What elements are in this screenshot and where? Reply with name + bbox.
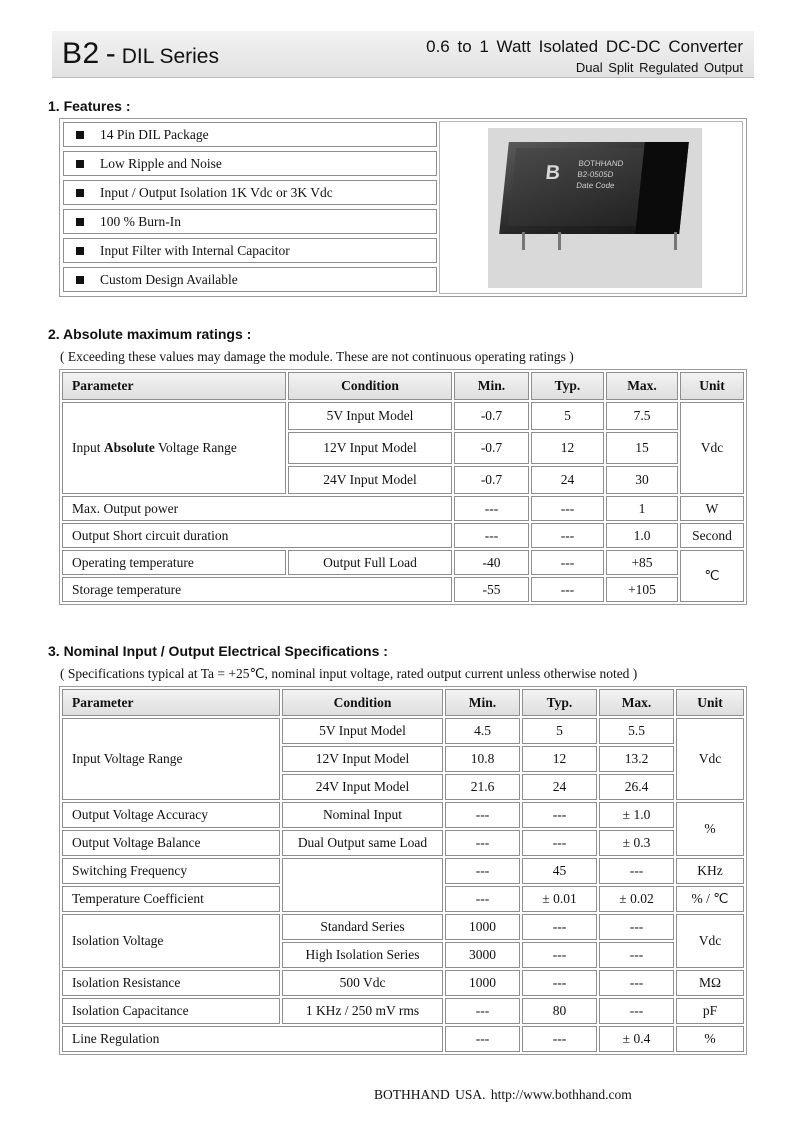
cell: 5: [531, 402, 604, 430]
cell: High Isolation Series: [282, 942, 443, 968]
table-row: [62, 802, 744, 828]
param-text: Voltage Range: [154, 440, 237, 455]
unit-cell: ℃: [680, 550, 744, 602]
product-photo: [439, 121, 743, 294]
cell: +105: [606, 577, 678, 602]
cell: ---: [445, 886, 520, 912]
unit-cell: KHz: [676, 858, 744, 884]
unit-cell: Vdc: [676, 914, 744, 968]
feature-item: 100 % Burn-In: [63, 209, 437, 234]
cell: ---: [454, 496, 529, 521]
table-row: [62, 402, 744, 430]
param-cell: [62, 402, 286, 494]
col-header: Typ.: [531, 372, 604, 400]
bothhand-logo-icon: B: [544, 162, 562, 184]
table-row: [62, 496, 744, 521]
nominal-note: ( Specifications typical at Ta = +25℃, nominal input voltage, rated output current unless otherwise noted ): [60, 666, 638, 681]
cell: ---: [531, 496, 604, 521]
cell: ---: [531, 523, 604, 548]
table-row: [62, 830, 744, 856]
product-title: [62, 37, 219, 71]
cell: ---: [599, 998, 674, 1024]
cell: Dual Output same Load: [282, 830, 443, 856]
table-row: [62, 914, 744, 940]
cell: ---: [522, 830, 597, 856]
param-cell: Operating temperature: [62, 550, 286, 575]
table-row: [62, 718, 744, 744]
cell: ± 0.3: [599, 830, 674, 856]
unit-cell: % / ℃: [676, 886, 744, 912]
param-cell: Isolation Resistance: [62, 970, 280, 996]
cell: Output Full Load: [288, 550, 452, 575]
unit-cell: Vdc: [680, 402, 744, 494]
cell: 5V Input Model: [288, 402, 452, 430]
col-header: Max.: [599, 689, 674, 716]
cell: ± 1.0: [599, 802, 674, 828]
cell: 7.5: [606, 402, 678, 430]
cell: ---: [599, 970, 674, 996]
table-row: [62, 858, 744, 884]
cell: 500 Vdc: [282, 970, 443, 996]
cell: Standard Series: [282, 914, 443, 940]
cell: -40: [454, 550, 529, 575]
table-header-row: [62, 372, 744, 400]
cell: ---: [522, 802, 597, 828]
cell: -0.7: [454, 402, 529, 430]
module-image: [499, 142, 689, 234]
cell: ---: [599, 858, 674, 884]
param-cell: Isolation Capacitance: [62, 998, 280, 1024]
cell: 10.8: [445, 746, 520, 772]
module-pin: [522, 232, 525, 250]
param-bold: Absolute: [103, 440, 155, 455]
cell: ± 0.4: [599, 1026, 674, 1052]
table-row: [62, 523, 744, 548]
cell: -0.7: [454, 466, 529, 494]
feature-item: Input / Output Isolation 1K Vdc or 3K Vdc: [63, 180, 437, 205]
cell: +85: [606, 550, 678, 575]
cell: 12V Input Model: [288, 432, 452, 464]
cell: ---: [522, 1026, 597, 1052]
cell: ---: [531, 577, 604, 602]
cell: 3000: [445, 942, 520, 968]
cell: 5: [522, 718, 597, 744]
col-header: Typ.: [522, 689, 597, 716]
param-cell: Output Short circuit duration: [62, 523, 452, 548]
features-heading: 1. Features :: [48, 98, 131, 114]
cell: 1 KHz / 250 mV rms: [282, 998, 443, 1024]
cell: 4.5: [445, 718, 520, 744]
cell: ---: [445, 858, 520, 884]
cell: 24V Input Model: [282, 774, 443, 800]
cell: -0.7: [454, 432, 529, 464]
table-row: [62, 577, 744, 602]
cell: ---: [454, 523, 529, 548]
cell: ---: [445, 802, 520, 828]
cell: 12: [522, 746, 597, 772]
feature-item: Custom Design Available: [63, 267, 437, 292]
model-name: B2: [62, 37, 100, 70]
param-cell: Switching Frequency: [62, 858, 280, 884]
cell: 1: [606, 496, 678, 521]
cell: 21.6: [445, 774, 520, 800]
cell: 5.5: [599, 718, 674, 744]
unit-cell: pF: [676, 998, 744, 1024]
col-header: Parameter: [62, 689, 280, 716]
absolute-heading: 2. Absolute maximum ratings :: [48, 326, 252, 342]
cell: 1000: [445, 970, 520, 996]
module-side: [635, 142, 689, 234]
unit-cell: W: [680, 496, 744, 521]
cell: 24V Input Model: [288, 466, 452, 494]
col-header: Min.: [454, 372, 529, 400]
empty-cell: [282, 858, 443, 912]
param-cell: Output Voltage Accuracy: [62, 802, 280, 828]
param-cell: Temperature Coefficient: [62, 886, 280, 912]
table-header-row: [62, 689, 744, 716]
cell: 30: [606, 466, 678, 494]
chip-brand: BOTHHAND: [578, 159, 624, 168]
param-cell: Storage temperature: [62, 577, 452, 602]
chip-part: B2-0505D: [576, 170, 614, 179]
col-header: Unit: [676, 689, 744, 716]
nominal-specs-table: [59, 686, 747, 1055]
cell: ---: [599, 942, 674, 968]
absolute-ratings-table: [59, 369, 747, 605]
cell: 1000: [445, 914, 520, 940]
table-row: [62, 550, 744, 575]
cell: 26.4: [599, 774, 674, 800]
col-header: Condition: [288, 372, 452, 400]
feature-item: Input Filter with Internal Capacitor: [63, 238, 437, 263]
cell: 80: [522, 998, 597, 1024]
chip-code: Date Code: [575, 181, 615, 190]
table-row: [62, 970, 744, 996]
chip-marking: [576, 158, 624, 191]
param-text: Input: [72, 440, 104, 455]
param-cell: Output Voltage Balance: [62, 830, 280, 856]
param-cell: Line Regulation: [62, 1026, 443, 1052]
photo-background: [488, 128, 702, 288]
cell: ---: [531, 550, 604, 575]
unit-cell: Second: [680, 523, 744, 548]
unit-cell: Vdc: [676, 718, 744, 800]
feature-item: 14 Pin DIL Package: [63, 122, 437, 147]
cell: ---: [445, 998, 520, 1024]
cell: -55: [454, 577, 529, 602]
absolute-note: ( Exceeding these values may damage the module. These are not continuous operating ratings ): [60, 349, 574, 364]
param-cell: Max. Output power: [62, 496, 452, 521]
cell: ---: [599, 914, 674, 940]
series-name: DIL Series: [121, 45, 219, 68]
cell: 45: [522, 858, 597, 884]
cell: 12: [531, 432, 604, 464]
header-title: 0.6 to 1 Watt Isolated DC-DC Converter: [426, 37, 743, 56]
footer-text: BOTHHAND USA. http://www.bothhand.com: [374, 1087, 632, 1102]
cell: 24: [522, 774, 597, 800]
module-pin: [558, 232, 561, 250]
cell: ---: [445, 830, 520, 856]
unit-cell: %: [676, 1026, 744, 1052]
cell: 12V Input Model: [282, 746, 443, 772]
col-header: Parameter: [62, 372, 286, 400]
col-header: Max.: [606, 372, 678, 400]
page-header: [52, 31, 754, 78]
col-header: Unit: [680, 372, 744, 400]
unit-cell: %: [676, 802, 744, 856]
features-box: [59, 118, 747, 297]
cell: 24: [531, 466, 604, 494]
cell: 1.0: [606, 523, 678, 548]
cell: Nominal Input: [282, 802, 443, 828]
table-row: [62, 1026, 744, 1052]
col-header: Min.: [445, 689, 520, 716]
cell: ± 0.01: [522, 886, 597, 912]
cell: 13.2: [599, 746, 674, 772]
cell: ---: [522, 914, 597, 940]
cell: 5V Input Model: [282, 718, 443, 744]
cell: ± 0.02: [599, 886, 674, 912]
cell: ---: [522, 942, 597, 968]
header-subtitle: Dual Split Regulated Output: [575, 60, 743, 75]
param-cell: Input Voltage Range: [62, 718, 280, 800]
cell: 15: [606, 432, 678, 464]
title-dash: -: [105, 37, 116, 70]
cell: ---: [522, 970, 597, 996]
col-header: Condition: [282, 689, 443, 716]
unit-cell: MΩ: [676, 970, 744, 996]
table-row: [62, 998, 744, 1024]
nominal-heading: 3. Nominal Input / Output Electrical Specifications :: [48, 643, 388, 659]
param-cell: Isolation Voltage: [62, 914, 280, 968]
module-pin: [674, 232, 677, 250]
feature-item: Low Ripple and Noise: [63, 151, 437, 176]
cell: ---: [445, 1026, 520, 1052]
header-description: [426, 37, 743, 75]
